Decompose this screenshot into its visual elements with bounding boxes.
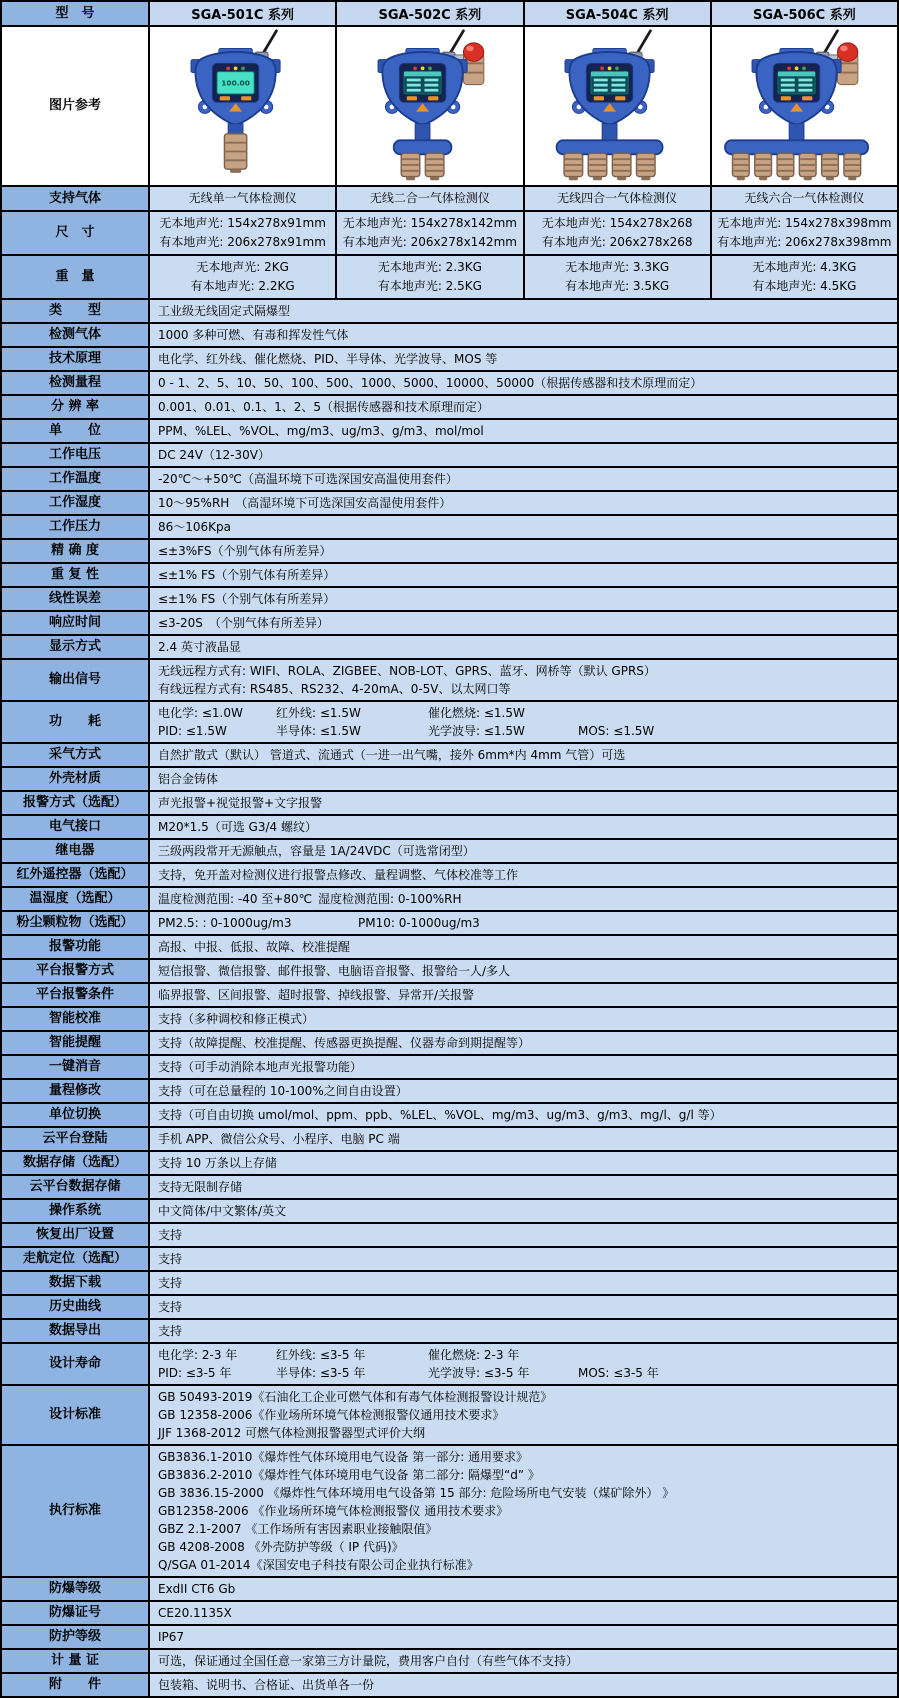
spec-value-segment: PM10: 0-1000ug/m3 [358,916,480,930]
spec-value-cell [710,212,897,254]
spec-value-line: 支持 [158,1228,183,1242]
row-label: 输出信号 [2,660,148,700]
spec-value-line: 0 - 1、2、5、10、50、100、500、1000、5000、10000、50000（根据传感器和技术原理而定） [158,376,703,390]
spec-row [2,562,897,586]
spec-value-cell [148,348,897,370]
spec-value-line: 包装箱、说明书、合格证、出货单各一份 [158,1678,375,1692]
spec-value-line: 2.4 英寸液晶显 [158,640,241,654]
spec-value-cell [148,864,897,886]
spec-value-line: 可选，保证通过全国任意一家第三方计量院，费用客户自付（有些气体不支持） [158,1654,579,1668]
row-label: 单 位 [2,420,148,442]
spec-row [2,346,897,370]
spec-value-cell [148,492,897,514]
spec-value-line: GB 4208-2008 《外壳防护等级（ IP 代码)》 [158,1540,404,1554]
spec-row [2,538,897,562]
spec-value-line: 有本地声光: 4.5KG [752,279,857,293]
spec-row [2,298,897,322]
spec-value-cell [148,468,897,490]
row-label: 数据存储（选配） [2,1152,148,1174]
spec-value-cell [148,1674,897,1696]
spec-value-line: GB12358-2006 《作业场所环境气体检测报警仪 通用技术要求》 [158,1504,509,1518]
spec-value-line: 支持（多种调校和修正模式） [158,1012,315,1026]
spec-value-line: 1000 多种可燃、有毒和挥发性气体 [158,328,349,342]
spec-value-line: 支持（故障提醒、校准提醒、传感器更换提醒、仪器寿命到期提醒等） [158,1036,531,1050]
spec-value-cell [148,516,897,538]
row-label: 防护等级 [2,1626,148,1648]
spec-value-line: 无线远程方式有: WIFI、ROLA、ZIGBEE、NOB-LOT、GPRS、蓝牙、网桥等（默认 GPRS） [158,664,656,678]
spec-value-line: 支持 [158,1324,183,1338]
spec-row [2,514,897,538]
row-label: 报警功能 [2,936,148,958]
spec-value-cell [148,564,897,586]
spec-value-line: 有本地声光: 206x278x268 [541,235,693,249]
spec-value-cell [148,1176,897,1198]
spec-value-line: GB3836.1-2010《爆炸性气体环境用电气设备 第一部分: 通用要求》 [158,1450,529,1464]
spec-value-line: 无线六合一气体检测仪 [744,191,865,205]
row-label: 单位切换 [2,1104,148,1126]
spec-value-line: 有本地声光: 206x278x142mm [342,235,517,249]
spec-value-segment: 催化燃烧: ≤1.5W [428,706,525,720]
spec-value-cell [148,768,897,790]
spec-value-line: 支持（可在总量程的 10-100%之间自由设置） [158,1084,408,1098]
spec-value-segment: 半导体: ≤3-5 年 [276,1366,366,1380]
row-label: 平台报警条件 [2,984,148,1006]
spec-row [2,700,897,742]
spec-row [2,886,897,910]
spec-value-line: 无线二合一气体检测仪 [369,191,490,205]
spec-value-line: 有本地声光: 2.2KG [190,279,295,293]
spec-value-line: M20*1.5（可选 G3/4 螺纹） [158,820,317,834]
spec-value-line: 支持，免开盖对检测仪进行报警点修改、量程调整、气体校准等工作 [158,868,519,882]
row-label: 技术原理 [2,348,148,370]
row-label: 型 号 [2,2,148,25]
spec-row [2,1222,897,1246]
spec-row [2,1006,897,1030]
row-label: 线性误差 [2,588,148,610]
spec-value-line: GBZ 2.1-2007 《工作场所有害因素职业接触限值》 [158,1522,438,1536]
spec-value-line: 三级两段常开无源触点，容量是 1A/24VDC（可选常闭型） [158,844,475,858]
spec-value-line: GB 50493-2019《石油化工企业可燃气体和有毒气体检测报警设计规范》 [158,1390,553,1404]
spec-value-segment: MOS: ≤1.5W [578,724,655,738]
spec-value-line: ≤3-20S （个别气体有所差异） [158,616,329,630]
spec-value-cell [148,960,897,982]
spec-value-line: 支持（可自由切换 umol/mol、ppm、ppb、%LEL、%VOL、mg/m3、ug/m3、g/m3、mg/l、g/l 等） [158,1108,722,1122]
spec-value-cell [148,936,897,958]
spec-value-line: 支持 [158,1252,183,1266]
row-label: 计 量 证 [2,1650,148,1672]
gas-detector-icon [528,28,706,184]
spec-value-line: 无线四合一气体检测仪 [557,191,678,205]
spec-value-cell [148,1650,897,1672]
row-label: 工作湿度 [2,492,148,514]
spec-value-line [158,1364,889,1382]
spec-value-cell [148,1386,897,1444]
spec-value-cell [148,984,897,1006]
row-label: 显示方式 [2,636,148,658]
spec-value-line: ExdII CT6 Gb [158,1582,236,1596]
row-label: 检测量程 [2,372,148,394]
spec-value-line: ≤±3%FS（个别气体有所差异） [158,544,332,558]
spec-value-line: ≤±1% FS（个别气体有所差异） [158,568,336,582]
spec-value-cell [148,187,335,210]
spec-row [2,1030,897,1054]
spec-value-cell [148,1578,897,1600]
row-label: 外壳材质 [2,768,148,790]
spec-value-cell [523,256,710,298]
spec-value-segment: MOS: ≤3-5 年 [578,1366,659,1380]
spec-value-cell [148,1080,897,1102]
spec-value-line: ≤±1% FS（个别气体有所差异） [158,592,336,606]
spec-value-cell [148,1272,897,1294]
spec-row [2,185,897,210]
spec-value-cell [148,792,897,814]
row-label: 精 确 度 [2,540,148,562]
spec-value-segment: 电化学: 2-3 年 [158,1348,238,1362]
spec-value-segment: PM2.5: : 0-1000ug/m3 [158,916,292,930]
spec-value-line: 电化学、红外线、催化燃烧、PID、半导体、光学波导、MOS 等 [158,352,498,366]
row-label: 设计标准 [2,1386,148,1444]
spec-row [2,610,897,634]
spec-value-line: GB3836.2-2010《爆炸性气体环境用电气设备 第二部分: 隔爆型“d” 》 [158,1468,540,1482]
spec-value-cell [148,660,897,700]
row-label: 类 型 [2,300,148,322]
product-image-cell [523,27,710,185]
row-label: 执行标准 [2,1446,148,1576]
row-label: 防爆证号 [2,1602,148,1624]
product-image-row [2,25,897,185]
product-image-cell [148,27,335,185]
row-label: 操作系统 [2,1200,148,1222]
spec-row [2,634,897,658]
spec-value-cell [335,212,522,254]
spec-row [2,1270,897,1294]
spec-row [2,1174,897,1198]
spec-value-cell [523,187,710,210]
spec-value-line: 铝合金铸体 [158,772,219,786]
row-label: 工作电压 [2,444,148,466]
spec-value-segment: PID: ≤3-5 年 [158,1366,232,1380]
spec-value-cell [148,1032,897,1054]
spec-value-line: 无本地声光: 4.3KG [752,260,857,274]
spec-value-line: JJF 1368-2012 可燃气体检测报警器型式评价大纲 [158,1426,426,1440]
spec-value-line: 有本地声光: 2.5KG [377,279,482,293]
spec-value-cell [148,256,335,298]
row-label: 防爆等级 [2,1578,148,1600]
spec-value-line: GB 12358-2006《作业场所环境气体检测报警仪通用技术要求》 [158,1408,505,1422]
spec-value-line: 手机 APP、微信公众号、小程序、电脑 PC 端 [158,1132,400,1146]
row-label: 重 复 性 [2,564,148,586]
model-name: SGA-504C 系列 [523,2,710,25]
spec-value-line [158,890,889,908]
spec-value-line: 声光报警+视觉报警+文字报警 [158,796,323,810]
row-label: 附 件 [2,1674,148,1696]
spec-value-line: 无本地声光: 154x278x142mm [342,216,517,230]
row-label: 功 耗 [2,702,148,742]
spec-row [2,1198,897,1222]
spec-value-cell [148,816,897,838]
spec-value-cell [148,444,897,466]
spec-value-line: 支持（可手动消除本地声光报警功能） [158,1060,363,1074]
spec-value-line: 0.001、0.01、0.1、1、2、5（根据传感器和技术原理而定） [158,400,490,414]
spec-value-cell [148,1446,897,1576]
spec-value-cell [523,212,710,254]
row-label: 工作温度 [2,468,148,490]
spec-value-cell [148,702,897,742]
spec-row [2,1318,897,1342]
row-label: 检测气体 [2,324,148,346]
spec-row [2,254,897,298]
spec-value-line: 86～106Kpa [158,520,232,534]
row-label: 采气方式 [2,744,148,766]
spec-value-line: 支持 [158,1276,183,1290]
spec-value-line: CE20.1135X [158,1606,232,1620]
spec-value-segment: PID: ≤1.5W [158,724,227,738]
spec-value-cell [148,372,897,394]
spec-value-segment: 半导体: ≤1.5W [276,724,361,738]
spec-value-cell [148,1128,897,1150]
row-label: 粉尘颗粒物（选配） [2,912,148,934]
spec-value-line: 无本地声光: 3.3KG [565,260,670,274]
spec-value-line [158,1346,889,1364]
row-label: 历史曲线 [2,1296,148,1318]
spec-value-cell [148,420,897,442]
spec-value-line: GB 3836.15-2000 《爆炸性气体环境用电气设备第 15 部分: 危险场所电气安装（煤矿除外） 》 [158,1486,675,1500]
spec-value-cell [148,744,897,766]
spec-value-line: 无本地声光: 2KG [196,260,289,274]
spec-value-segment: 温度检测范围: -40 至+80℃ [158,892,313,906]
spec-value-segment: 光学波导: ≤1.5W [428,724,525,738]
spec-value-line: 工业级无线固定式隔爆型 [158,304,291,318]
spec-row [2,742,897,766]
spec-value-cell [148,636,897,658]
spec-value-cell [335,256,522,298]
row-label: 数据下载 [2,1272,148,1294]
spec-value-line [158,722,889,740]
spec-row [2,1126,897,1150]
spec-value-line: 自然扩散式（默认） 管道式、流通式（一进一出气嘴，接外 6mm*内 4mm 气管）可选 [158,748,626,762]
spec-value-line: 无本地声光: 154x278x398mm [717,216,892,230]
spec-row [2,1672,897,1696]
spec-row [2,1384,897,1444]
gas-detector-icon [154,28,332,184]
spec-value-segment: 电化学: ≤1.0W [158,706,243,720]
row-label: 重 量 [2,256,148,298]
spec-value-line: DC 24V（12-30V） [158,448,270,462]
row-label: 分 辨 率 [2,396,148,418]
row-label: 设计寿命 [2,1344,148,1384]
spec-row [2,814,897,838]
spec-row [2,766,897,790]
spec-row [2,1342,897,1384]
product-image-cell [335,27,522,185]
spec-value-line: Q/SGA 01-2014《深国安电子科技有限公司企业执行标准》 [158,1558,479,1572]
spec-row [2,466,897,490]
row-label: 支持气体 [2,187,148,210]
spec-value-segment: 湿度检测范围: 0-100%RH [318,892,462,906]
spec-value-line: 无本地声光: 154x278x91mm [159,216,326,230]
spec-value-segment: 光学波导: ≤3-5 年 [428,1366,530,1380]
spec-value-cell [148,1152,897,1174]
row-label: 一键消音 [2,1056,148,1078]
spec-row [2,838,897,862]
spec-value-cell [148,1344,897,1384]
spec-value-cell [148,212,335,254]
model-name: SGA-502C 系列 [335,2,522,25]
row-label: 云平台数据存储 [2,1176,148,1198]
spec-row [2,394,897,418]
spec-value-cell [148,300,897,322]
spec-value-cell [148,1200,897,1222]
spec-value-cell [148,1626,897,1648]
row-label: 平台报警方式 [2,960,148,982]
spec-value-line: 中文简体/中文繁体/英文 [158,1204,287,1218]
row-label: 走航定位（选配） [2,1248,148,1270]
spec-value-cell [148,1224,897,1246]
spec-value-line: 有本地声光: 206x278x398mm [717,235,892,249]
spec-row [2,1054,897,1078]
svg-text:100.00: 100.00 [220,78,250,88]
spec-value-line: 有本地声光: 3.5KG [565,279,670,293]
spec-value-segment: 红外线: ≤3-5 年 [276,1348,366,1362]
spec-value-segment: 红外线: ≤1.5W [276,706,361,720]
spec-row [2,1150,897,1174]
spec-value-cell [710,187,897,210]
spec-value-cell [148,1056,897,1078]
row-label: 图片参考 [2,27,148,185]
spec-row [2,1294,897,1318]
spec-value-line: 高报、中报、低报、故障、校准提醒 [158,940,351,954]
spec-row [2,322,897,346]
spec-value-line: 支持 10 万条以上存储 [158,1156,277,1170]
row-label: 电气接口 [2,816,148,838]
spec-row [2,1444,897,1576]
spec-value-cell [148,840,897,862]
row-label: 智能提醒 [2,1032,148,1054]
spec-row [2,490,897,514]
spec-value-line [158,704,889,722]
spec-value-cell [148,888,897,910]
model-name: SGA-501C 系列 [148,2,335,25]
spec-value-cell [335,187,522,210]
spec-row [2,658,897,700]
spec-value-cell [148,1008,897,1030]
row-label: 红外遥控器（选配） [2,864,148,886]
spec-row [2,1102,897,1126]
spec-row [2,442,897,466]
spec-value-line: 无本地声光: 154x278x268 [541,216,693,230]
spec-row [2,210,897,254]
spec-value-segment: 催化燃烧: 2-3 年 [428,1348,520,1362]
spec-row [2,1078,897,1102]
spec-row [2,370,897,394]
row-label: 智能校准 [2,1008,148,1030]
spec-row [2,958,897,982]
model-name: SGA-506C 系列 [710,2,897,25]
row-label: 温湿度（选配） [2,888,148,910]
spec-value-cell [148,1296,897,1318]
row-label: 继电器 [2,840,148,862]
spec-row [2,1576,897,1600]
spec-value-line: 有线远程方式有: RS485、RS232、4-20mA、0-5V、以太网口等 [158,682,511,696]
product-image-cell [710,27,897,185]
spec-value-cell [148,324,897,346]
spec-value-cell [148,1320,897,1342]
spec-value-cell [148,588,897,610]
spec-value-line: 支持 [158,1300,183,1314]
spec-value-line: 无本地声光: 2.3KG [377,260,482,274]
row-label: 量程修改 [2,1080,148,1102]
spec-value-cell [148,912,897,934]
row-label: 恢复出厂设置 [2,1224,148,1246]
spec-value-cell [148,396,897,418]
spec-value-line [158,914,889,932]
row-label: 工作压力 [2,516,148,538]
spec-value-line: 无线单一气体检测仪 [188,191,297,205]
row-label: 数据导出 [2,1320,148,1342]
spec-row [2,586,897,610]
spec-value-line: 有本地声光: 206x278x91mm [159,235,326,249]
row-label: 云平台登陆 [2,1128,148,1150]
gas-detector-icon [715,28,893,184]
spec-value-cell [710,256,897,298]
spec-value-line: -20℃～+50℃（高温环境下可选深国安高温使用套件） [158,472,458,486]
spec-row [2,1648,897,1672]
row-label: 响应时间 [2,612,148,634]
spec-value-cell [148,1602,897,1624]
row-label: 报警方式（选配） [2,792,148,814]
spec-row [2,1246,897,1270]
spec-value-cell [148,540,897,562]
spec-row [2,418,897,442]
spec-value-line: PPM、%LEL、%VOL、mg/m3、ug/m3、g/m3、mol/mol [158,424,484,438]
spec-row [2,910,897,934]
spec-value-cell [148,1248,897,1270]
spec-value-line: 短信报警、微信报警、邮件报警、电脑语音报警、报警给一人/多人 [158,964,511,978]
spec-row [2,862,897,886]
model-header-row [2,2,897,25]
spec-value-line: IP67 [158,1630,185,1644]
spec-value-cell [148,612,897,634]
spec-row [2,982,897,1006]
gas-detector-icon [341,28,519,184]
row-label: 尺 寸 [2,212,148,254]
spec-value-line: 10～95%RH （高湿环境下可选深国安高湿使用套件） [158,496,452,510]
spec-value-line: 支持无限制存储 [158,1180,243,1194]
spec-row [2,934,897,958]
spec-value-line: 临界报警、区间报警、超时报警、掉线报警、异常开/关报警 [158,988,475,1002]
spec-row [2,1624,897,1648]
spec-value-cell [148,1104,897,1126]
spec-row [2,790,897,814]
